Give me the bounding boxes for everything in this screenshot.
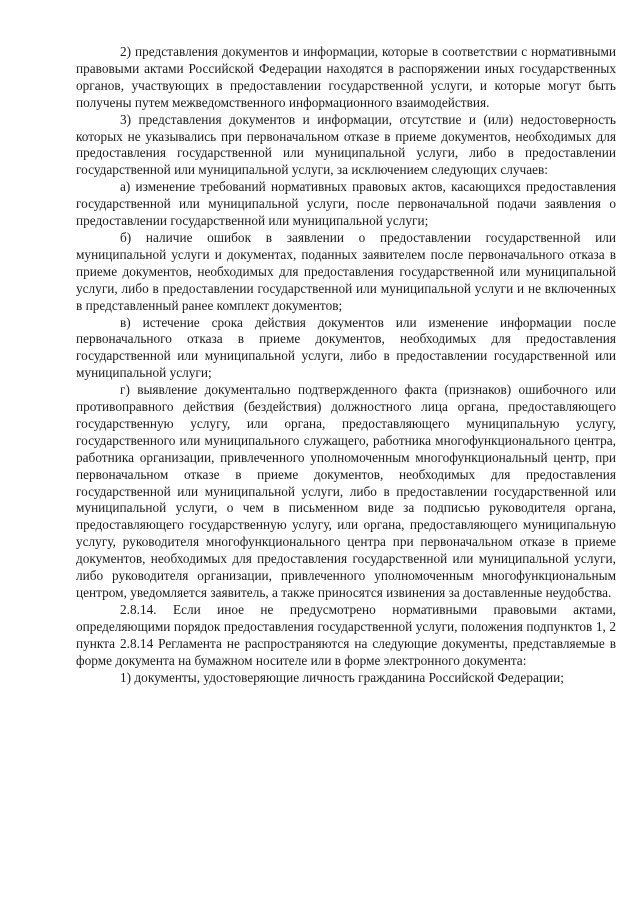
paragraph-subitem-b: б) наличие ошибок в заявлении о предоставлении государственной или муниципальной услуги и документах, поданных заявителем после первоначального отказа в приеме документов, необходимых для предоставления государственной или муниципальной услуги, либо в предоставлении государственной или муниципальной услуги и не включенных в представленный ранее комплект документов; [76, 229, 616, 313]
document-body [76, 44, 616, 686]
paragraph-subitem-g: г) выявление документально подтвержденного факта (признаков) ошибочного или противоправного действия (бездействия) должностного лица органа, предоставляющего государственную услугу, или органа, предоставляющего муниципальную услугу, государственного или муниципального служащего, работника многофункционального центра, работника организации, привлеченного уполномоченным многофункциональный центр, при первоначальном отказе в приеме документов, необходимых для предоставления государственной или муниципальной услуги, либо в предоставлении государственной или муниципальной услуги, о чем в письменном виде за подписью руководителя органа, предоставляющего государственную услугу, или органа, предоставляющего муниципальную услугу, руководителя многофункционального центра при первоначальном отказе в приеме документов, необходимых для предоставления государственной или муниципальной услуги, либо руководителя организации, привлеченного уполномоченным многофункциональным центром, уведомляется заявитель, а также приносятся извинения за доставленные неудобства. [76, 382, 616, 600]
paragraph-item-1: 1) документы, удостоверяющие личность гражданина Российской Федерации; [120, 669, 564, 685]
paragraph-subitem-v: в) истечение срока действия документов или изменение информации после первоначального отказа в приеме документов, необходимых для предоставления государственной или муниципальной услуги, либо в предоставлении государственной или муниципальной услуги; [76, 314, 616, 381]
paragraph-2-8-14: 2.8.14. Если иное не предусмотрено нормативными правовыми актами, определяющими порядок предоставления государственной услуги, положения подпунктов 1, 2 пункта 2.8.14 Регламента не распространяются на следующие документы, представляемые в форме документа на бумажном носителе или в форме электронного документа: [76, 601, 616, 668]
paragraph-subitem-a: а) изменение требований нормативных правовых актов, касающихся предоставления государственной или муниципальной услуги, после первоначальной подачи заявления о предоставлении государственной или муниципальной услуги; [76, 179, 616, 229]
paragraph-item-3: 3) представления документов и информации, отсутствие и (или) недостоверность которых не указывались при первоначальном отказе в приеме документов, необходимых для предоставления государственной или муниципальной услуги, либо в предоставлении государственной или муниципальной услуги, за исключением следующих случаев: [76, 111, 616, 178]
paragraph-item-2: 2) представления документов и информации, которые в соответствии с нормативными правовыми актами Российской Федерации находятся в распоряжении иных государственных органов, участвующих в предоставлении государственной услуги, и которые могут быть получены путем межведомственного информационного взаимодействия. [76, 44, 616, 110]
